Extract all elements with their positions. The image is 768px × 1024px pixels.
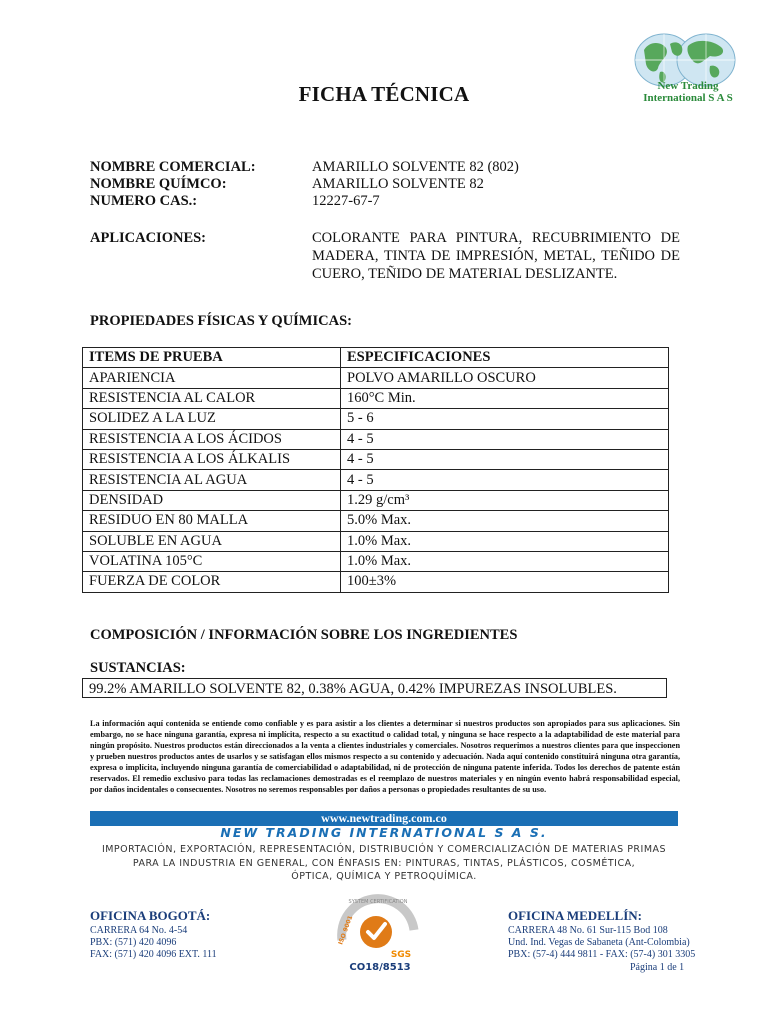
services-line-3: ÓPTICA, QUÍMICA Y PETROQUÍMICA. <box>291 871 477 882</box>
table-cell-item: RESISTENCIA AL CALOR <box>83 388 341 408</box>
sgs-brand-text: SGS <box>390 950 412 960</box>
table-cell-item: RESIDUO EN 80 MALLA <box>83 511 341 531</box>
table-cell-spec: 4 - 5 <box>341 470 669 490</box>
table-row <box>83 388 669 408</box>
table-cell-item: SOLIDEZ A LA LUZ <box>83 409 341 429</box>
office-medellin <box>508 908 708 961</box>
propiedades-heading: PROPIEDADES FÍSICAS Y QUÍMICAS: <box>90 313 352 329</box>
table-row <box>83 470 669 490</box>
office-medellin-title: OFICINA MEDELLÍN: <box>508 908 642 923</box>
logo-line-2: International S A S <box>643 92 733 104</box>
sustancias-label: SUSTANCIAS: <box>90 660 186 676</box>
office-bogota-address: CARRERA 64 No. 4-54 <box>90 925 188 936</box>
services-line-1: IMPORTACIÓN, EXPORTACIÓN, REPRESENTACIÓN, DISTRIBUCIÓN Y COMERCIALIZACIÓN DE MATERIAS PRIMAS <box>101 844 667 855</box>
services-line-2: PARA LA INDUSTRIA EN GENERAL, CON ÉNFASIS EN: PINTURAS, TINTAS, PLÁSTICOS, COSMÉTICA, <box>132 857 636 869</box>
office-bogota-pbx: PBX: (571) 420 4096 <box>90 937 177 948</box>
info-label: NOMBRE COMERCIAL: <box>90 159 256 175</box>
table-header-row <box>83 348 669 368</box>
cert-iso-text: ISO 9001 <box>337 914 355 946</box>
office-medellin-zone: Und. Ind. Vegas de Sabaneta (Ant-Colombia) <box>508 937 690 948</box>
office-medellin-phones: PBX: (57-4) 444 9811 - FAX: (57-4) 301 3305 <box>508 949 696 960</box>
cert-ring-text: SYSTEM CERTIFICATION <box>348 899 408 905</box>
table-row <box>83 368 669 388</box>
table-cell-spec: 160°C Min. <box>341 388 669 408</box>
info-value: AMARILLO SOLVENTE 82 <box>312 176 484 192</box>
table-cell-item: DENSIDAD <box>83 490 341 510</box>
disclaimer-text: La información aquí contenida se entiende como confiable y es para asistir a los clientes a determinar si nuestros productos son apropiados para sus aplicaciones. Sin embargo, no se hace ninguna garantía, expresa ni implícita, respecto a su exactitud o calidad total, y ninguna se hace respecto a la adaptabilidad de este material para ningún propósito. Nuestros productos están direccionados a la venta a clientes industriales y comerciales. Nosotros requerimos a nuestros clientes para que inspeccionen y prueben nuestros productos antes de usarlos y se satisfagan ellos mismos respecto a su contenido y adecuación. Nada aquí contenido constituirá ninguna otra garantía, expresa o implícita, incluyendo ninguna garantía de comerciabilidad o adaptabilidad, ni de protección de ninguna patente inferida. Todos los derechos de patente están reservados. El remedio exclusivo para todas las reclamaciones demostradas es el reemplazo de nuestros materiales y en ningún evento habrá responsabilidad especial, por daños incidentales o consecuentes. Nosotros no seremos responsables por daños a personas o propiedades resultantes de su uso. <box>90 719 680 794</box>
table-cell-spec: POLVO AMARILLO OSCURO <box>341 368 669 388</box>
website-link[interactable]: www.newtrading.com.co <box>90 811 678 826</box>
page-number: Página 1 de 1 <box>630 962 685 973</box>
info-value: AMARILLO SOLVENTE 82 (802) <box>312 159 519 175</box>
info-value: 12227-67-7 <box>312 193 380 209</box>
table-cell-spec: 1.29 g/cm³ <box>341 490 669 510</box>
logo-line-1: New Trading <box>657 80 719 92</box>
aplicaciones-value: COLORANTE PARA PINTURA, RECUBRIMIENTO DE MADERA, TINTA DE IMPRESIÓN, METAL, TEÑIDO DE CUERO, TEÑIDO DE MATERIAL DESLIZANTE. <box>312 230 680 282</box>
table-cell-item: APARIENCIA <box>83 368 341 388</box>
footer-services <box>90 843 678 884</box>
table-cell-spec: 100±3% <box>341 572 669 592</box>
table-cell-item: VOLATINA 105°C <box>83 551 341 571</box>
table-cell-item: SOLUBLE EN AGUA <box>83 531 341 551</box>
footer-company-name: NEW TRADING INTERNATIONAL S A S. <box>220 825 548 840</box>
propiedades-table <box>82 347 669 593</box>
page-title: FICHA TÉCNICA <box>298 82 470 106</box>
info-label: NOMBRE QUÍMCO: <box>90 176 227 192</box>
table-row <box>83 531 669 551</box>
composicion-heading: COMPOSICIÓN / INFORMACIÓN SOBRE LOS INGREDIENTES <box>90 627 518 643</box>
info-row-nombre-quimico <box>90 176 680 193</box>
table-cell-item: RESISTENCIA A LOS ÁLKALIS <box>83 449 341 469</box>
office-bogota <box>90 908 330 961</box>
info-block <box>90 159 680 210</box>
info-label: NUMERO CAS.: <box>90 193 198 209</box>
table-cell-spec: 5 - 6 <box>341 409 669 429</box>
table-cell-item: FUERZA DE COLOR <box>83 572 341 592</box>
table-row <box>83 572 669 592</box>
table-cell-spec: 4 - 5 <box>341 429 669 449</box>
sustancias-box: 99.2% AMARILLO SOLVENTE 82, 0.38% AGUA, 0.42% IMPUREZAS INSOLUBLES. <box>82 678 667 698</box>
table-cell-item: RESISTENCIA A LOS ÁCIDOS <box>83 429 341 449</box>
table-row <box>83 490 669 510</box>
table-cell-item: RESISTENCIA AL AGUA <box>83 470 341 490</box>
table-cell-spec: 5.0% Max. <box>341 511 669 531</box>
office-medellin-address: CARRERA 48 No. 61 Sur-115 Bod 108 <box>508 925 668 936</box>
info-row-numero-cas <box>90 193 680 210</box>
table-cell-spec: 4 - 5 <box>341 449 669 469</box>
table-row <box>83 429 669 449</box>
table-cell-spec: 1.0% Max. <box>341 531 669 551</box>
info-row-nombre-comercial <box>90 159 680 176</box>
table-row <box>83 409 669 429</box>
table-cell-spec: 1.0% Max. <box>341 551 669 571</box>
aplicaciones-label: APLICACIONES: <box>90 230 207 246</box>
table-row <box>83 551 669 571</box>
office-bogota-title: OFICINA BOGOTÁ: <box>90 908 211 923</box>
table-row <box>83 449 669 469</box>
table-row <box>83 511 669 531</box>
company-logo-text <box>628 80 748 104</box>
sgs-certification-icon <box>330 890 425 962</box>
column-header-especificaciones: ESPECIFICACIONES <box>341 348 669 368</box>
office-bogota-fax: FAX: (571) 420 4096 EXT. 111 <box>90 949 217 960</box>
column-header-items: ITEMS DE PRUEBA <box>83 348 341 368</box>
cert-code: CO18/8513 <box>349 962 411 973</box>
